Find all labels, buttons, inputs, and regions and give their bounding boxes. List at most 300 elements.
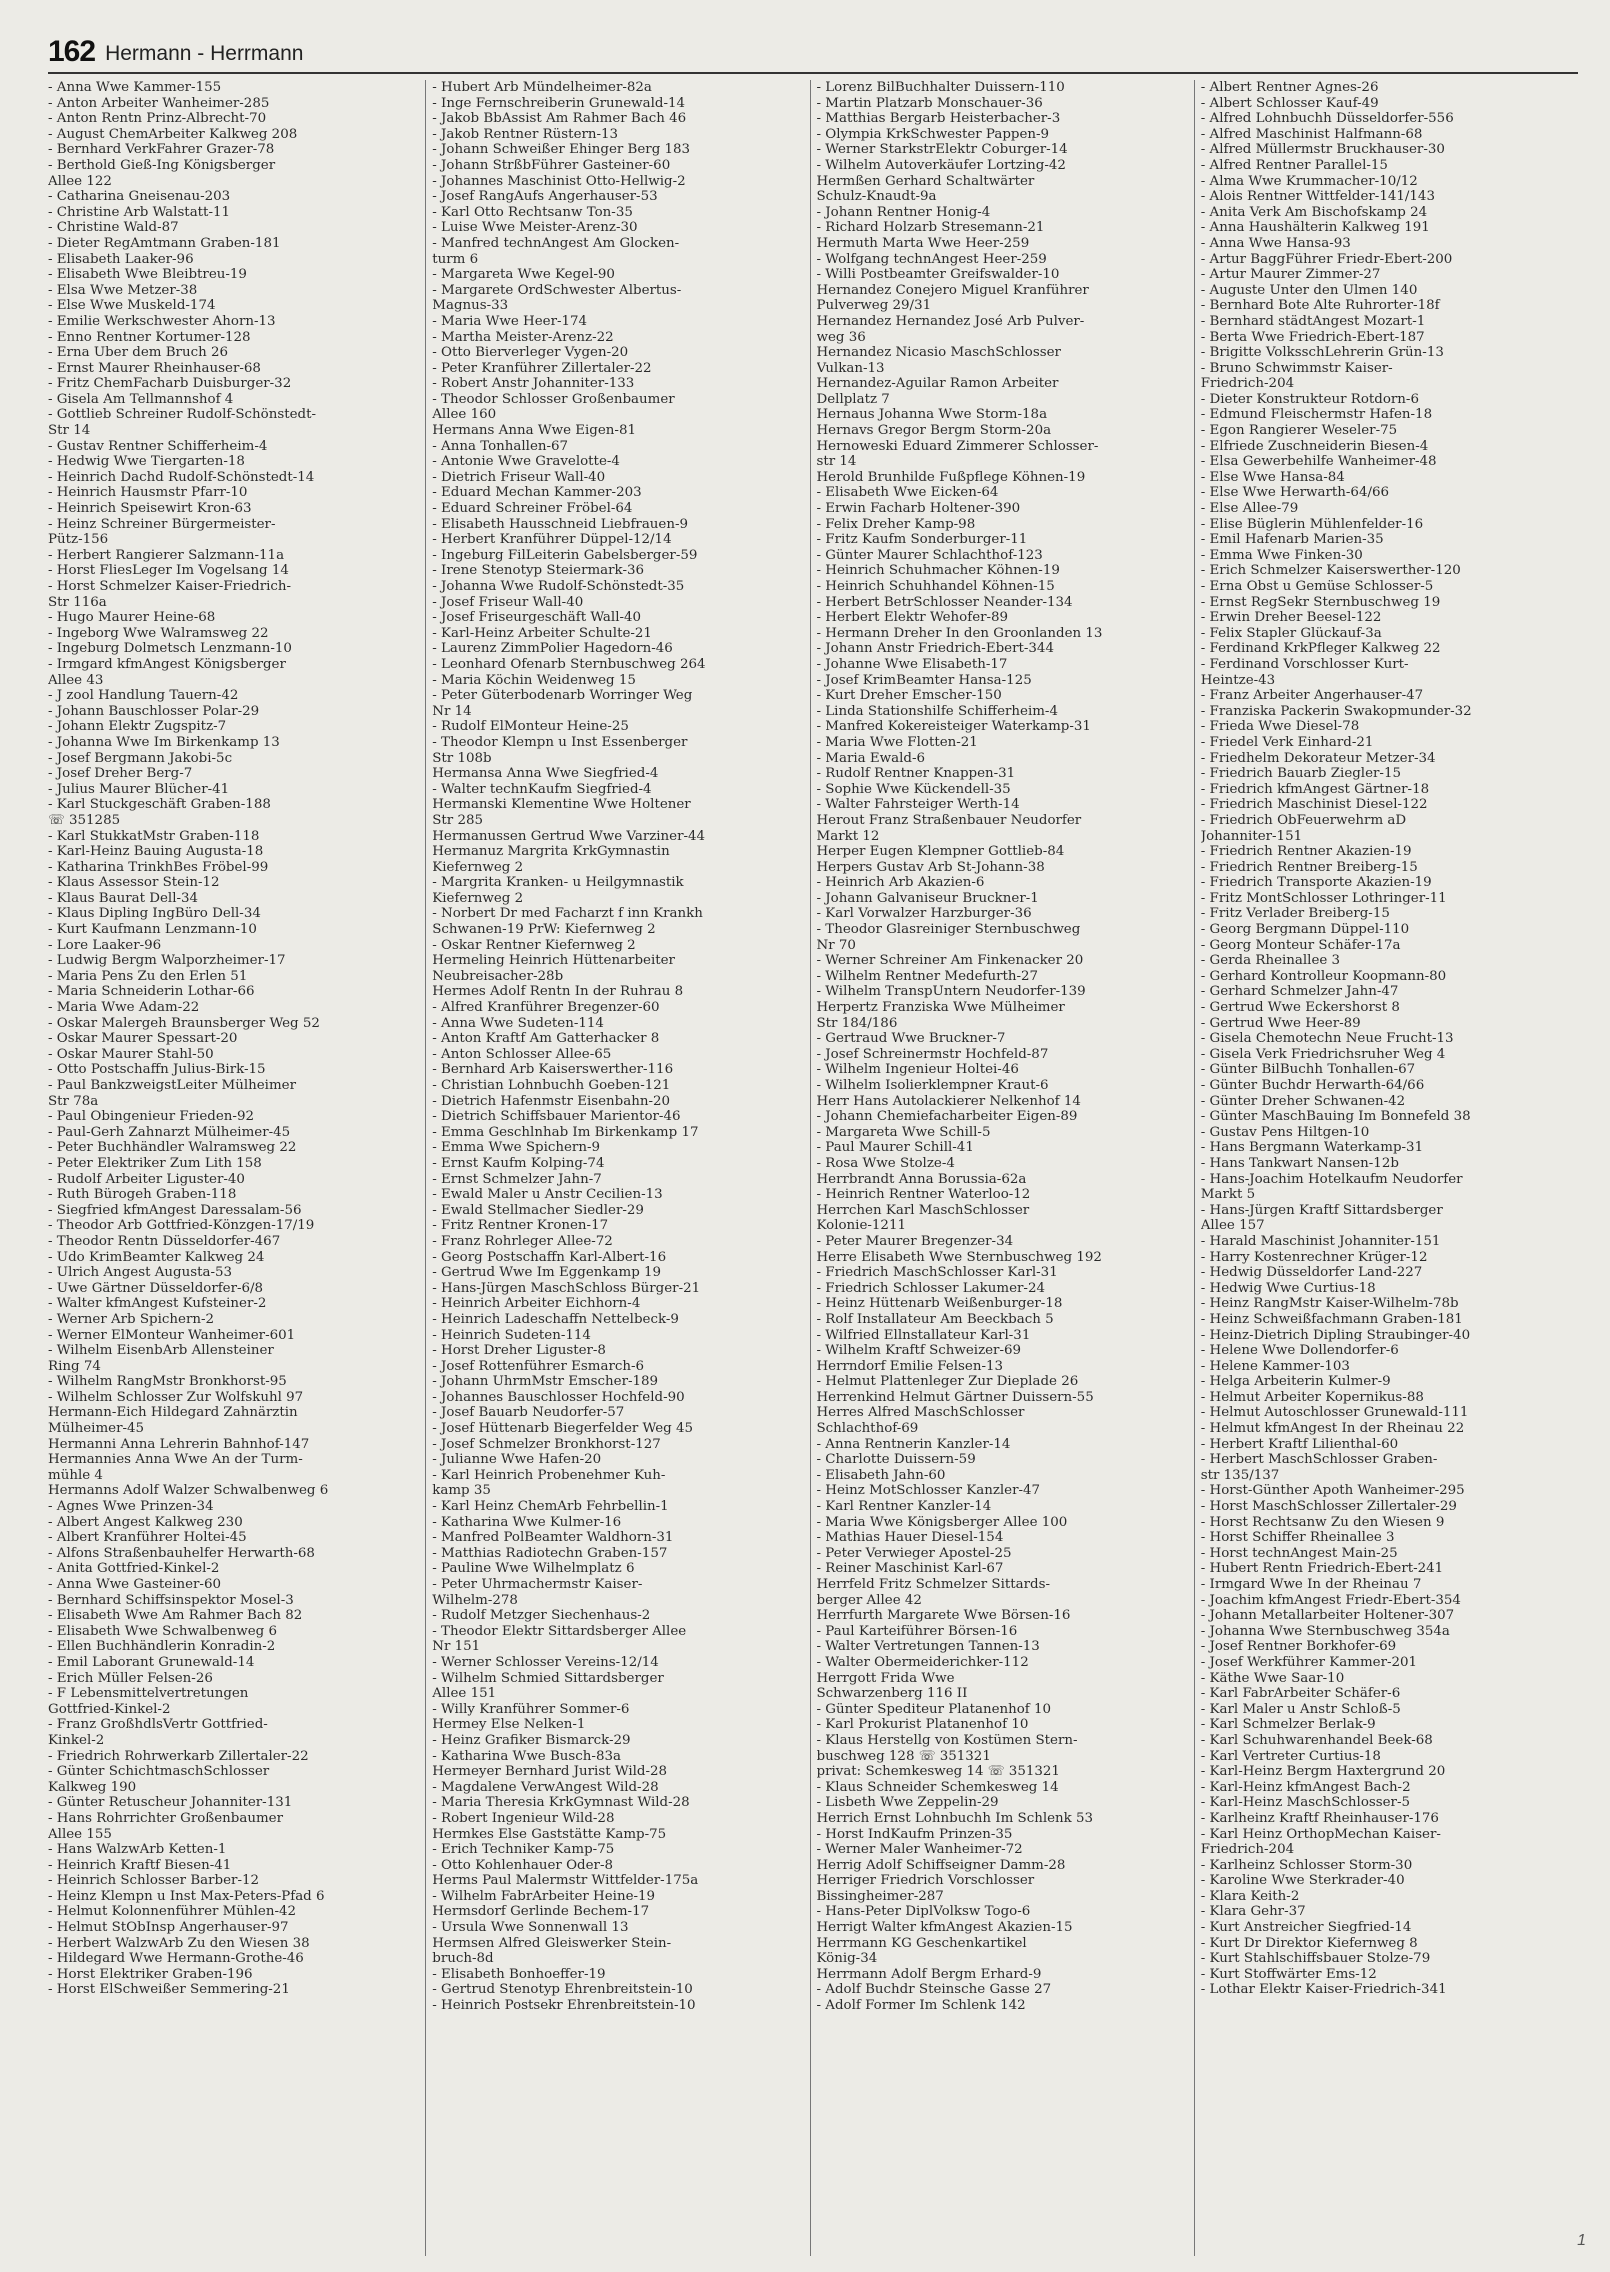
directory-entry: - Kurt Dr Direktor Kiefernweg 8 — [1200, 1935, 1418, 1951]
directory-entry: - Gerhard Schmelzer Jahn-47 — [1200, 984, 1399, 1000]
directory-entry: - Karl Vertreter Curtius-18 — [1200, 1748, 1381, 1764]
directory-entry: - Klaus Assessor Stein-12 — [48, 875, 220, 891]
directory-entry: Hermsen Alfred Gleiswerker Stein- — [432, 1935, 672, 1951]
directory-entry: - Josef Schreinermstr Hochfeld-87 — [816, 1046, 1049, 1062]
directory-entry: - Anna Wwe Sudeten-114 — [432, 1015, 604, 1031]
directory-entry: - Jakob BbAssist Am Rahmer Bach 46 — [432, 111, 687, 127]
directory-entry: - Elisabeth Bonhoeffer-19 — [432, 1966, 606, 1982]
directory-entry: - Herbert Rangierer Salzmann-11a — [48, 547, 285, 563]
directory-entry: - Johanna Wwe Rudolf-Schönstedt-35 — [432, 579, 685, 594]
directory-entry: - Elisabeth Wwe Eicken-64 — [816, 485, 999, 501]
directory-entry: - Dieter RegAmtmann Graben-181 — [48, 235, 281, 251]
directory-entry: - Manfred technAngest Am Glocken- — [432, 235, 680, 251]
directory-entry: - Wilhelm EisenbArb Allensteiner — [48, 1343, 274, 1359]
directory-entry: - Matthias Bergarb Heisterbacher-3 — [816, 111, 1061, 127]
directory-entry: - Rudolf Metzger Siechenhaus-2 — [432, 1608, 651, 1624]
directory-entry: - Julius Maurer Blücher-41 — [48, 781, 230, 797]
directory-entry: - Erich Schmelzer Kaiserswerther-120 — [1200, 563, 1461, 579]
directory-entry: - Johann Bauschlosser Polar-29 — [48, 703, 260, 719]
directory-entry: - Klaus Schneider Schemkesweg 14 — [816, 1779, 1059, 1795]
directory-entry: - Wilhelm TranspUntern Neudorfer-139 — [816, 984, 1086, 1000]
directory-entry: - Elisabeth Wwe Am Rahmer Bach 82 — [48, 1608, 303, 1624]
directory-entry: - Josef Friseur Wall-40 — [432, 594, 584, 610]
directory-entry: - Günter Spediteur Platanenhof 10 — [816, 1701, 1052, 1717]
directory-entry: - Klara Gehr-37 — [1200, 1904, 1306, 1920]
directory-entry: - Maria Wwe Heer-174 — [432, 313, 588, 329]
directory-entry: - Wilhelm Kraftf Schweizer-69 — [816, 1343, 1022, 1359]
directory-entry: - Werner Maler Wanheimer-72 — [816, 1842, 1023, 1858]
directory-entry: - Hans Rohrrichter Großenbaumer — [48, 1810, 283, 1826]
directory-entry: mühle 4 — [48, 1467, 103, 1483]
directory-entry: - Helmut Autoschlosser Grunewald-111 — [1200, 1405, 1469, 1421]
directory-entry: - Lore Laaker-96 — [48, 937, 162, 953]
directory-entry: - Wilhelm Ingenieur Holtei-46 — [816, 1062, 1019, 1078]
directory-entry: - Ernst RegSekr Sternbuschweg 19 — [1200, 594, 1441, 610]
directory-entry: bruch-8d — [432, 1951, 494, 1967]
directory-entry: - Anna Rentnerin Kanzler-14 — [816, 1436, 1011, 1452]
directory-entry: Hernaus Johanna Wwe Storm-18a — [816, 407, 1048, 423]
directory-entry: privat: Schemkesweg 14 ☏ 351321 — [816, 1764, 1060, 1780]
directory-entry: Str 108b — [432, 750, 492, 766]
directory-entry: - Rudolf Rentner Knappen-31 — [816, 766, 1016, 782]
directory-entry: - Maria Pens Zu den Erlen 51 — [48, 968, 248, 984]
directory-entry: - Karl StukkatMstr Graben-118 — [48, 828, 260, 844]
header-rule — [48, 72, 1578, 74]
directory-entry: - Ellen Buchhändlerin Konradin-2 — [48, 1639, 276, 1655]
directory-entry: - Elisabeth Laaker-96 — [48, 251, 194, 267]
directory-entry: - Hugo Maurer Heine-68 — [48, 610, 216, 626]
directory-entry: - Herbert Kraftf Lilienthal-60 — [1200, 1436, 1399, 1452]
directory-entry: - Johann Schweißer Ehinger Berg 183 — [432, 142, 691, 158]
directory-entry: - Ferdinand Vorschlosser Kurt- — [1200, 656, 1409, 672]
page-header — [48, 28, 1578, 68]
directory-entry: - Felix Stapler Glückauf-3a — [1200, 625, 1382, 641]
directory-entry: - Heinrich Arb Akazien-6 — [816, 875, 985, 891]
running-head: Hermann - Herrmann — [105, 42, 304, 65]
directory-entry: - Friedrich Rohrwerkarb Zillertaler-22 — [48, 1748, 309, 1764]
directory-entry: - Karl Heinz OrthopMechan Kaiser- — [1200, 1826, 1441, 1842]
directory-entry: - Emil Hafenarb Marien-35 — [1200, 532, 1384, 548]
directory-entry: - Alfons Straßenbauhelfer Herwarth-68 — [48, 1545, 315, 1561]
directory-entry: - Joachim kfmAngest Friedr-Ebert-354 — [1200, 1592, 1461, 1608]
directory-entry: - Willi Postbeamter Greifswalder-10 — [816, 267, 1060, 283]
directory-entry: Hermanski Klementine Wwe Holtener — [432, 797, 691, 813]
directory-entry: - Ingeborg Wwe Walramsweg 22 — [48, 625, 269, 641]
directory-entry: - Horst Dreher Liguster-8 — [432, 1343, 606, 1359]
directory-entry: - Hedwig Wwe Tiergarten-18 — [48, 454, 245, 470]
directory-entry: - Manfred PolBeamter Waldhorn-31 — [432, 1530, 674, 1546]
directory-entry: Hernandez-Aguilar Ramon Arbeiter — [816, 376, 1059, 392]
directory-entry: - Günter Maurer Schlachthof-123 — [816, 547, 1043, 563]
directory-entry: - Ludwig Bergm Walporzheimer-17 — [48, 953, 286, 969]
directory-entry: Herpertz Franziska Wwe Mülheimer — [816, 1000, 1065, 1016]
directory-entry: Hermanussen Gertrud Wwe Varziner-44 — [432, 828, 706, 844]
directory-entry: - Harry Kostenrechner Krüger-12 — [1200, 1249, 1428, 1265]
directory-entry: Hermkes Else Gaststätte Kamp-75 — [432, 1826, 667, 1842]
directory-entry: Wilhelm-278 — [432, 1592, 518, 1608]
directory-entry: Kiefernweg 2 — [432, 859, 524, 875]
directory-entry: - Johann Rentner Honig-4 — [816, 204, 991, 220]
directory-entry: Hernoweski Eduard Zimmerer Schlosser- — [816, 438, 1099, 454]
directory-entry: - Norbert Dr med Facharzt f inn Krankh — [432, 906, 703, 922]
directory-entry: - Ulrich Angest Augusta-53 — [48, 1265, 233, 1281]
directory-entry: - Peter Kranführer Zillertaler-22 — [432, 360, 652, 376]
directory-entry: - Werner ElMonteur Wanheimer-601 — [48, 1327, 296, 1343]
directory-entry: - Helmut kfmAngest In der Rheinau 22 — [1200, 1421, 1465, 1437]
directory-entry: - Else Allee-79 — [1200, 501, 1299, 517]
directory-entry: - Charlotte Duissern-59 — [816, 1452, 976, 1468]
directory-entry: - Karlheinz Kraftf Rheinhauser-176 — [1200, 1810, 1439, 1826]
directory-entry: - Heinz RangMstr Kaiser-Wilhelm-78b — [1200, 1296, 1459, 1312]
directory-entry: Mülheimer-45 — [48, 1421, 145, 1437]
directory-entry: - Leonhard Ofenarb Sternbuschweg 264 — [432, 656, 706, 672]
directory-entry: Herrndorf Emilie Felsen-13 — [816, 1358, 1004, 1374]
directory-entry: - Martha Meister-Arenz-22 — [432, 329, 614, 345]
directory-entry: - Karl Stuckgeschäft Graben-188 — [48, 797, 271, 813]
directory-entry: - Peter Verwieger Apostel-25 — [816, 1545, 1012, 1561]
directory-entry: - Bernhard VerkFahrer Grazer-78 — [48, 142, 275, 158]
directory-entry: - Helmut Kolonnenführer Mühlen-42 — [48, 1904, 297, 1920]
directory-entry: - Karl Heinz ChemArb Fehrbellin-1 — [432, 1499, 669, 1515]
directory-entry: - Kurt Kaufmann Lenzmann-10 — [48, 922, 257, 938]
directory-entry: - Paul BankzweigstLeiter Mülheimer — [48, 1078, 296, 1093]
directory-entry: - Agnes Wwe Prinzen-34 — [48, 1499, 214, 1515]
directory-entry: Schulz-Knaudt-9a — [816, 189, 937, 205]
directory-entry: - Käthe Wwe Saar-10 — [1200, 1670, 1345, 1686]
directory-entry: Allee 160 — [432, 407, 497, 423]
directory-entry: Herold Brunhilde Fußpflege Köhnen-19 — [816, 469, 1086, 485]
directory-entry: Vulkan-13 — [816, 360, 885, 376]
directory-entry: - Rosa Wwe Stolze-4 — [816, 1155, 955, 1171]
directory-entry: - Eduard Schreiner Fröbel-64 — [432, 501, 633, 517]
directory-entry: - Horst Schiffer Rheinallee 3 — [1200, 1530, 1395, 1546]
directory-entry: - Hubert Rentn Friedrich-Ebert-241 — [1200, 1561, 1444, 1577]
directory-entry: - Hans-Jürgen MaschSchloss Bürger-21 — [432, 1280, 701, 1296]
directory-entry: - Franz Rohrleger Allee-72 — [432, 1233, 613, 1249]
directory-entry: - Johann StrßbFührer Gasteiner-60 — [432, 157, 671, 173]
directory-entry: - Herbert Kranführer Düppel-12/14 — [432, 532, 672, 548]
directory-entry: - Alma Wwe Krummacher-10/12 — [1200, 173, 1418, 189]
directory-entry: - Gerhard Kontrolleur Koopmann-80 — [1200, 968, 1447, 984]
directory-entry: berger Allee 42 — [816, 1592, 922, 1608]
directory-entry: - Wilhelm Schmied Sittardsberger — [432, 1670, 664, 1686]
directory-entry: - Horst IndKaufm Prinzen-35 — [816, 1826, 1013, 1842]
directory-entry: - Klaus Baurat Dell-34 — [48, 890, 199, 906]
directory-entry: - Josef RangAufs Angerhauser-53 — [432, 189, 658, 205]
directory-entry: - Kurt Stoffwärter Ems-12 — [1200, 1966, 1377, 1982]
directory-entry: - Udo KrimBeamter Kalkweg 24 — [48, 1249, 265, 1265]
directory-entry: - Alfred Rentner Parallel-15 — [1200, 157, 1388, 173]
directory-entry: Herout Franz Straßenbauer Neudorfer — [816, 812, 1082, 828]
directory-entry: - Maria Wwe Flotten-21 — [816, 734, 978, 750]
directory-entry: - Brigitte VolksschLehrerin Grün-13 — [1200, 345, 1444, 361]
directory-entry: Kolonie-1211 — [816, 1218, 906, 1234]
directory-entry: - Anton Rentn Prinz-Albrecht-70 — [48, 111, 267, 127]
directory-entry: - Anna Wwe Kammer-155 — [48, 80, 222, 95]
directory-entry: - Maria Wwe Adam-22 — [48, 1000, 200, 1016]
directory-entry: - Johannes Bauschlosser Hochfeld-90 — [432, 1389, 685, 1405]
directory-entry: - Karl Otto Rechtsanw Ton-35 — [432, 204, 633, 220]
directory-entry: - Heinrich Sudeten-114 — [432, 1327, 591, 1343]
directory-entry: - Alfred Müllermstr Bruckhauser-30 — [1200, 142, 1445, 158]
directory-entry: - Willy Kranführer Sommer-6 — [432, 1701, 630, 1717]
directory-entry: - Emma Geschlnhab Im Birkenkamp 17 — [432, 1124, 699, 1140]
directory-entry: - Johanna Wwe Sternbuschweg 354a — [1200, 1623, 1450, 1639]
directory-entry: Pulverweg 29/31 — [816, 298, 932, 314]
directory-entry: - Oskar Rentner Kiefernweg 2 — [432, 937, 636, 953]
directory-entry: - Peter Elektriker Zum Lith 158 — [48, 1155, 262, 1171]
directory-entry: - Johanne Wwe Elisabeth-17 — [816, 656, 1008, 672]
directory-entry: - Josef Schmelzer Bronkhorst-127 — [432, 1436, 661, 1452]
directory-entry: - Maria Köchin Weidenweg 15 — [432, 672, 636, 688]
directory-entry: - Johann Galvaniseur Bruckner-1 — [816, 890, 1039, 906]
directory-entry: - Gustav Rentner Schifferheim-4 — [48, 438, 268, 454]
directory-entry: - Franziska Packerin Swakopmunder-32 — [1200, 703, 1472, 719]
directory-entry: - Fritz Verlader Breiberg-15 — [1200, 906, 1390, 922]
directory-entry: - Alfred Kranführer Bregenzer-60 — [432, 1000, 660, 1016]
directory-entry: Allee 43 — [48, 672, 104, 688]
directory-column-4 — [1194, 80, 1578, 2256]
directory-entry: - Dieter Konstrukteur Rotdorn-6 — [1200, 391, 1419, 407]
directory-entry: - Karl Schmelzer Berlak-9 — [1200, 1717, 1376, 1733]
directory-entry: - Friedrich ObFeuerwehrm aD — [1200, 812, 1407, 828]
directory-entry: - Adolf Buchdr Steinsche Gasse 27 — [816, 1982, 1052, 1998]
directory-entry: - Hildegard Wwe Hermann-Grothe-46 — [48, 1951, 304, 1967]
directory-entry: - Horst-Günther Apoth Wanheimer-295 — [1200, 1483, 1465, 1499]
directory-entry: - Peter Uhrmachermstr Kaiser- — [432, 1577, 643, 1592]
directory-entry: - Hermann Dreher In den Groonlanden 13 — [816, 625, 1103, 641]
directory-entry: - Heinrich Rentner Waterloo-12 — [816, 1187, 1031, 1203]
directory-entry: - Olympia KrkSchwester Pappen-9 — [816, 126, 1050, 142]
directory-entry: - Heinrich Hausmstr Pfarr-10 — [48, 485, 248, 501]
directory-entry: - Albert Angest Kalkweg 230 — [48, 1514, 243, 1530]
directory-entry: - Gustav Pens Hiltgen-10 — [1200, 1124, 1370, 1140]
directory-entry: - Josef Hüttenarb Biegerfelder Weg 45 — [432, 1421, 694, 1437]
directory-entry: Str 184/186 — [816, 1015, 898, 1031]
directory-entry: Herrfurth Margarete Wwe Börsen-16 — [816, 1608, 1071, 1624]
directory-entry: - Rudolf Arbeiter Liguster-40 — [48, 1171, 245, 1187]
directory-entry: - Fritz MontSchlosser Lothringer-11 — [1200, 890, 1447, 906]
directory-entry: - Friedrich Bauarb Ziegler-15 — [1200, 766, 1401, 782]
directory-entry: Bissingheimer-287 — [816, 1888, 944, 1904]
directory-entry: - Lisbeth Wwe Zeppelin-29 — [816, 1795, 999, 1811]
directory-entry: - Gisela Chemotechn Neue Frucht-13 — [1200, 1031, 1454, 1047]
directory-entry: - Josef Bergmann Jakobi-5c — [48, 750, 233, 766]
directory-entry: - Hedwig Düsseldorfer Land-227 — [1200, 1265, 1423, 1281]
directory-entry: - Robert Anstr Johanniter-133 — [432, 376, 635, 392]
directory-entry: buschweg 128 ☏ 351321 — [816, 1748, 991, 1764]
directory-entry: - Alfred Maschinist Halfmann-68 — [1200, 126, 1423, 142]
directory-entry: - Erna Über dem Bruch 26 — [48, 345, 228, 361]
directory-entry: Markt 12 — [816, 828, 880, 844]
directory-entry: - Elsa Gewerbehilfe Wanheimer-48 — [1200, 454, 1437, 470]
directory-entry: - Friedhelm Dekorateur Metzer-34 — [1200, 750, 1436, 766]
directory-entry: Herrgott Frida Wwe — [816, 1670, 955, 1686]
directory-entry: Herrchen Karl MaschSchlosser — [816, 1202, 1030, 1218]
directory-entry: - Emma Wwe Finken-30 — [1200, 547, 1363, 563]
directory-entry: - Artur Maurer Zimmer-27 — [1200, 267, 1381, 283]
directory-entry: - Otto Postschaffn Julius-Birk-15 — [48, 1062, 266, 1078]
directory-entry: - Friedel Verk Einhard-21 — [1200, 734, 1374, 750]
directory-entry: str 14 — [816, 454, 857, 470]
directory-entry: - J zool Handlung Tauern-42 — [48, 688, 239, 704]
directory-entry: - Albert Kranführer Holtei-45 — [48, 1530, 247, 1546]
directory-entry: - Karl Rentner Kanzler-14 — [816, 1499, 992, 1515]
directory-entry: - Helene Kammer-103 — [1200, 1358, 1350, 1374]
directory-entry: - Irene Stenotyp Steiermark-36 — [432, 563, 645, 579]
directory-entry: - August ChemArbeiter Kalkweg 208 — [48, 126, 298, 142]
directory-entry: - Katharina Wwe Busch-83a — [432, 1748, 621, 1764]
directory-entry: - Peter Güterbodenarb Worringer Weg — [432, 688, 693, 704]
directory-columns — [48, 80, 1578, 2256]
directory-entry: - Wilhelm Isolierklempner Kraut-6 — [816, 1078, 1049, 1093]
directory-entry: Hermanni Anna Lehrerin Bahnhof-147 — [48, 1436, 310, 1452]
directory-entry: - Hans-Peter DiplVolksw Togo-6 — [816, 1904, 1031, 1920]
directory-entry: - Bruno Schwimmstr Kaiser- — [1200, 360, 1393, 376]
directory-entry: - Peter Maurer Bregenzer-34 — [816, 1233, 1014, 1249]
directory-entry: - Karl-Heinz kfmAngest Bach-2 — [1200, 1779, 1411, 1795]
directory-entry: - Ferdinand KrkPfleger Kalkweg 22 — [1200, 641, 1441, 657]
directory-entry: Herrmann Adolf Bergm Erhard-9 — [816, 1966, 1042, 1982]
directory-entry: Herrich Ernst Lohnbuchh Im Schlenk 53 — [816, 1810, 1094, 1826]
directory-entry: - Albert Rentner Agnes-26 — [1200, 80, 1379, 95]
directory-entry: Heintze-43 — [1200, 672, 1276, 688]
directory-entry: Pütz-156 — [48, 532, 109, 548]
directory-entry: - Mathias Hauer Diesel-154 — [816, 1530, 1004, 1546]
directory-entry: - Georg Monteur Schäfer-17a — [1200, 937, 1401, 953]
directory-entry: - Elisabeth Wwe Schwalbenweg 6 — [48, 1623, 278, 1639]
corner-mark: 1 — [1577, 2232, 1586, 2249]
directory-entry: - Oskar Malergeh Braunsberger Weg 52 — [48, 1015, 320, 1031]
directory-entry: - Karl Schuhwarenhandel Beek-68 — [1200, 1732, 1433, 1748]
directory-entry: - Werner Schreiner Am Finkenacker 20 — [816, 953, 1084, 969]
directory-entry: - Gisela Verk Friedrichsruher Weg 4 — [1200, 1046, 1446, 1062]
directory-entry: - Margarete OrdSchwester Albertus- — [432, 282, 682, 298]
directory-entry: - Karl-Heinz Arbeiter Schulte-21 — [432, 625, 652, 641]
directory-entry: Schwanen-19 PrW: Kiefernweg 2 — [432, 922, 656, 938]
directory-entry: - Friedrich Transporte Akazien-19 — [1200, 875, 1432, 891]
directory-entry: - Anita Verk Am Bischofskamp 24 — [1200, 204, 1428, 220]
directory-entry: - Jakob Rentner Rüstern-13 — [432, 126, 619, 142]
directory-entry: - Peter Buchhändler Walramsweg 22 — [48, 1140, 297, 1156]
directory-entry: - Gertraud Wwe Bruckner-7 — [816, 1031, 1006, 1047]
directory-entry: - Emil Laborant Grunewald-14 — [48, 1654, 255, 1670]
directory-entry: - Johann Metallarbeiter Holtener-307 — [1200, 1608, 1455, 1624]
directory-entry: - Wilhelm Autoverkäufer Lortzing-42 — [816, 157, 1066, 173]
directory-entry: - Kurt Stahlschiffsbauer Stolze-79 — [1200, 1951, 1431, 1967]
directory-entry: - Heinz Schweißfachmann Graben-181 — [1200, 1311, 1463, 1327]
directory-entry: - Oskar Maurer Spessart-20 — [48, 1031, 238, 1047]
directory-entry: - Kurt Dreher Emscher-150 — [816, 688, 1002, 704]
directory-entry: - Egon Rangierer Weseler-75 — [1200, 423, 1398, 439]
directory-entry: - Johanna Wwe Im Birkenkamp 13 — [48, 734, 280, 750]
directory-entry: Nr 14 — [432, 703, 472, 719]
directory-entry: - Karl Maler u Anstr Schloß-5 — [1200, 1701, 1401, 1717]
directory-entry: - Harald Maschinist Johanniter-151 — [1200, 1233, 1441, 1249]
directory-entry: - Lorenz BilBuchhalter Duissern-110 — [816, 80, 1065, 95]
directory-entry: - Heinrich Arbeiter Eichhorn-4 — [432, 1296, 641, 1312]
directory-entry: Herrfeld Fritz Schmelzer Sittards- — [816, 1577, 1050, 1592]
directory-entry: - Anton Arbeiter Wanheimer-285 — [48, 95, 270, 111]
directory-entry: - Gertrud Wwe Eckershorst 8 — [1200, 1000, 1400, 1016]
directory-entry: - Karl-Heinz MaschSchlosser-5 — [1200, 1795, 1410, 1811]
directory-entry: Herrbrandt Anna Borussia-62a — [816, 1171, 1027, 1187]
directory-entry: - Gertrud Wwe Heer-89 — [1200, 1015, 1361, 1031]
directory-entry: - Adolf Former Im Schlenk 142 — [816, 1998, 1026, 2014]
directory-column-3 — [810, 80, 1194, 2256]
directory-entry: - Heinz Klempn u Inst Max-Peters-Pfad 6 — [48, 1888, 325, 1904]
directory-entry: - Kurt Anstreicher Siegfried-14 — [1200, 1920, 1412, 1936]
directory-entry: turm 6 — [432, 251, 479, 267]
directory-entry: - Erwin Dreher Beesel-122 — [1200, 610, 1382, 626]
directory-entry: - Karoline Wwe Sterkrader-40 — [1200, 1873, 1405, 1889]
directory-entry: - Dietrich Schiffsbauer Marientor-46 — [432, 1109, 681, 1125]
directory-entry: - Irmgard Wwe In der Rheinau 7 — [1200, 1577, 1422, 1592]
directory-entry: Magnus-33 — [432, 298, 509, 314]
directory-entry: - F Lebensmittelvertretungen — [48, 1686, 249, 1702]
directory-entry: Kiefernweg 2 — [432, 890, 524, 906]
directory-entry: - Hubert Arb Mündelheimer-82a — [432, 80, 652, 95]
directory-entry: - Theodor Elektr Sittardsberger Allee — [432, 1623, 687, 1639]
directory-entry: - Anton Schlosser Allee-65 — [432, 1046, 612, 1062]
directory-entry: - Katharina Wwe Kulmer-16 — [432, 1514, 622, 1530]
directory-entry: - Herbert BetrSchlosser Neander-134 — [816, 594, 1073, 610]
directory-entry: - Margareta Wwe Schill-5 — [816, 1124, 991, 1140]
directory-entry: - Karl Prokurist Platanenhof 10 — [816, 1717, 1029, 1733]
directory-entry: - Horst FliesLeger Im Vogelsang 14 — [48, 563, 289, 579]
directory-entry: weg 36 — [816, 329, 866, 345]
directory-entry: - Wilhelm FabrArbeiter Heine-19 — [432, 1888, 656, 1904]
directory-entry: - Anna Haushälterin Kalkweg 191 — [1200, 220, 1430, 236]
directory-entry: Hermuth Marta Wwe Heer-259 — [816, 235, 1030, 251]
directory-entry: Herriger Friedrich Vorschlosser — [816, 1873, 1035, 1889]
directory-entry: Herpers Gustav Arb St-Johann-38 — [816, 859, 1045, 875]
directory-entry: - Martin Platzarb Monschauer-36 — [816, 95, 1043, 111]
directory-entry: - Fritz Kaufm Sonderburger-11 — [816, 532, 1028, 548]
directory-entry: - Heinrich Speisewirt Kron-63 — [48, 501, 252, 517]
directory-entry: - Maria Wwe Königsberger Allee 100 — [816, 1514, 1068, 1530]
directory-entry: - Helga Arbeiterin Kulmer-9 — [1200, 1374, 1391, 1390]
directory-entry: - Theodor Glasreiniger Sternbuschweg — [816, 922, 1081, 938]
directory-entry: - Else Wwe Hansa-84 — [1200, 469, 1345, 485]
directory-entry: - Friedrich kfmAngest Gärtner-18 — [1200, 781, 1430, 797]
directory-entry: - Heinrich Schuhmacher Köhnen-19 — [816, 563, 1060, 579]
directory-entry: - Hans WalzwArb Ketten-1 — [48, 1842, 227, 1858]
directory-entry: Hermßen Gerhard Schaltwärter — [816, 173, 1035, 189]
directory-entry: - Laurenz ZimmPolier Hagedorn-46 — [432, 641, 673, 657]
directory-entry: - Richard Holzarb Stresemann-21 — [816, 220, 1045, 236]
directory-entry: - Anton Kraftf Am Gatterhacker 8 — [432, 1031, 660, 1047]
directory-entry: - Hedwig Wwe Curtius-18 — [1200, 1280, 1376, 1296]
directory-entry: - Reiner Maschinist Karl-67 — [816, 1561, 1004, 1577]
directory-entry: - Paul Karteiführer Börsen-16 — [816, 1623, 1018, 1639]
directory-entry: - Herbert Elektr Wehofer-89 — [816, 610, 1009, 626]
directory-entry: - Otto Kohlenhauer Oder-8 — [432, 1857, 613, 1873]
directory-entry: Friedrich-204 — [1200, 376, 1295, 392]
directory-entry: - Wilhelm RangMstr Bronkhorst-95 — [48, 1374, 287, 1390]
directory-entry: - Catharina Gneisenau-203 — [48, 189, 231, 205]
directory-entry: - Horst Schmelzer Kaiser-Friedrich- — [48, 579, 292, 594]
directory-entry: - Josef Rottenführer Esmarch-6 — [432, 1358, 645, 1374]
directory-entry: - Artur BaggFührer Friedr-Ebert-200 — [1200, 251, 1453, 267]
directory-entry: - Paul-Gerh Zahnarzt Mülheimer-45 — [48, 1124, 291, 1140]
page-number: 162 — [48, 35, 96, 68]
directory-entry: Herr Hans Autolackierer Nelkenhof 14 — [816, 1093, 1081, 1109]
directory-entry: - Anita Gottfried-Kinkel-2 — [48, 1561, 220, 1577]
directory-entry: - Klaus Herstellg von Kostümen Stern- — [816, 1732, 1078, 1748]
directory-entry: Neubreisacher-28b — [432, 968, 564, 984]
directory-entry: - Theodor Rentn Düsseldorfer-467 — [48, 1233, 281, 1249]
